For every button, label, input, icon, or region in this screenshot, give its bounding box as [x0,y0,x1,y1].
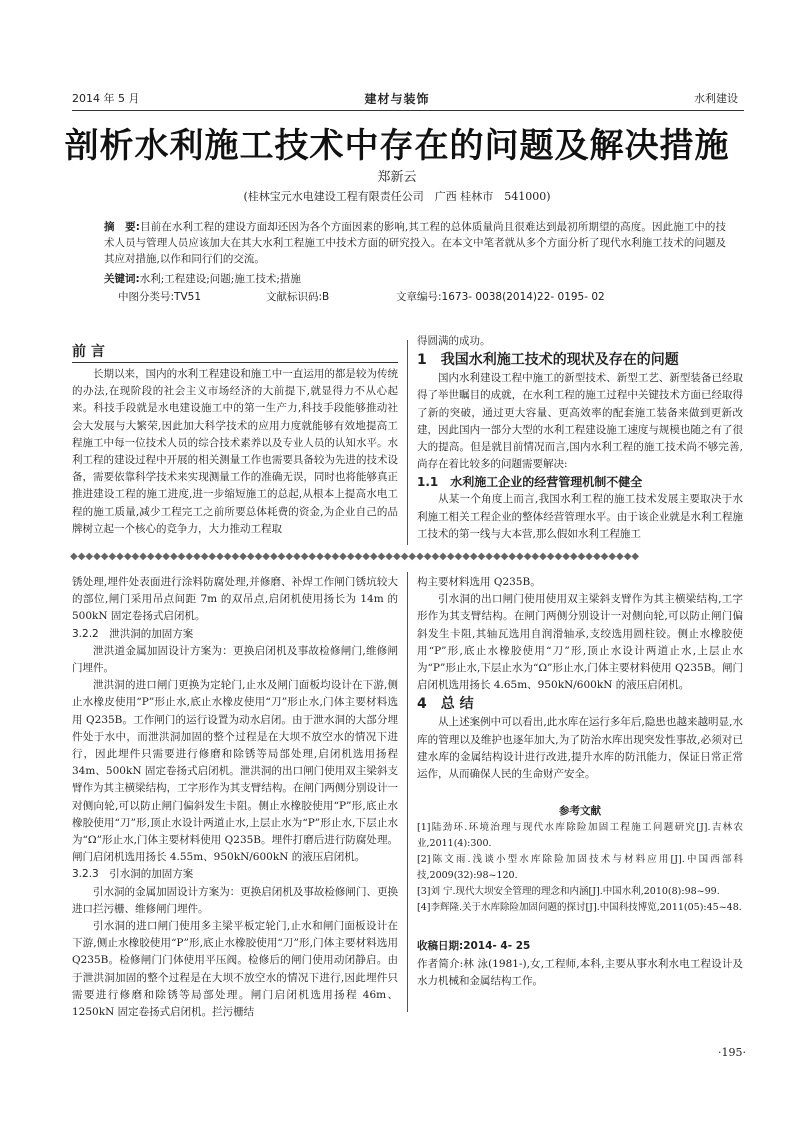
abstract [104,219,726,267]
references-heading: 参考文献 [559,805,601,818]
header-rule [72,110,744,111]
column-divider-bottom [407,572,408,1012]
exit-gate-paragraph: 引水洞的出口闸门使用使用双主梁斜支臂作为其主横梁结构,工字形作为其支臂结构。在闸门两侧分别设计一对侧向轮,可以防止闸门偏斜发生卡阻,其轴瓦选用自润滑轴承,支绞选用圆柱铰。侧止水橡胶使用“P”形,底止水橡胶使用“刀”形,顶止水设计两道止水,上层止水为“P”形止水,下层止水为“Ω”形止水,门体主要材料使用 Q235B。闸门启闭机选用扬长 4.65m、950kN/600kN 的液压启闭机。 [417,593,743,692]
top-right-column [417,333,743,543]
header-journal-name: 建材与装饰 [364,92,430,106]
section-1-heading: 1 我国水利施工技术的现状及存在的问题 [417,352,679,369]
keywords-text: 水利;工程建设;问题;施工技术;措施 [139,273,301,285]
clc-number: 中图分类号:TV51 [118,291,201,303]
article-author: 郑新云 [377,170,417,185]
abstract-text: 目前在水利工程的建设方面却还因为各个方面因素的影响,其工程的总体质量尚且很难达到最初所期望的高度。因此施工中的技术人员与管理人员应该加大在其大水利工程施工中技术方面的研究投入。在本文中笔者就从多个方面分析了现代水利施工技术的问题及其应对措施,以作和同行们的交流。 [104,221,726,265]
reference-item: [2]陈文雨.浅谈小型水库除险加固技术与材料应用[J].中国西部科技,2009(32):98~120. [417,854,743,882]
intro-continuation: 得圆满的成功。 [417,335,491,347]
top-left-column [72,342,398,538]
section-4-heading: 4 总 结 [417,696,474,713]
article-number: 文章编号:1673- 0038(2014)22- 0195- 02 [396,291,605,303]
bottom-left-column [72,574,398,1021]
header-date: 2014 年 5 月 [72,92,140,105]
section-3-2-3-heading: 3.2.3 引水洞的加固方案 [72,868,194,881]
continued-paragraph-right: 构主要材料选用 Q235B。 [417,576,541,588]
classification-line [104,289,726,305]
intro-heading: 前 言 [72,342,398,363]
section-3-2-2-paragraph-1: 泄洪道金属加固设计方案为：更换启闭机及事故检修闸门,维修闸门埋件。 [72,644,398,675]
abstract-label: 摘 要: [104,221,140,233]
intro-paragraph: 长期以来，国内的水利工程建设和施工中一直运用的都是较为传统的办法,在现阶段的社会主义市场经济的大前提下,就显得力不从心起来。科技手段就是水电建设施工中的第一生产力,科技手段能够推动社会大发展与大繁荣,因此加大科学技术的应用力度就能够有效地提高工程施工中每一位技术人员的综合技术素养以及专业人员的认知水平。水利工程的建设过程中开展的相关测量工作也需要具备较为先进的技术设备，需要依靠科学技术来实现测量工作的准确无误，同时也将能够真正推进建设工程的施工进度,进一步缩短施工的总起,从根本上提高水电工程的施工质量,减少工程完工之前所要总体耗费的资金,为企业自己的品牌树立起一个核心的竞争力，大力推动工程取 [72,368,398,535]
conclusion-paragraph: 从上述案例中可以看出,此水库在运行多年后,隐患也越来越明显,水库的管理以及维护也逐年加大,为了防治水库出现突发性事故,必须对已建水库的金属结构设计进行改进,提升水库的防汛能力，保证日常正常运作，从而确保人民的生命财产安全。 [417,716,743,781]
bottom-right-column [417,574,743,990]
keywords-label: 关键词: [104,273,140,285]
section-1-paragraph: 国内水利建设工程中施工的新型技术、新型工艺、新型装备已经取得了举世瞩目的成就，在水利工程的施工过程中关键技术方面已经取得了新的突破，通过更大容量、更高效率的配套施工装备来做到更新改建，因此国内一部分大型的水利工程建设施工速度与规模也随之有了很大的提高。但是就目前情况而言,国内水利工程的施工技术尚不够完善,尚存在着比较多的问题需要解决: [417,372,743,471]
author-bio: 作者简介:林 泳(1981-),女,工程师,本科,主要从事水利水电工程设计及水力机械和金属结构工作。 [417,957,743,987]
continued-paragraph: 锈处理,埋件处表面进行涂料防腐处理,并修磨、补焊工作闸门锈坑较大的部位,闸门采用吊点间距 7m 的双吊点,启闭机使用扬长为 14m 的 500kN 固定卷扬式启闭机。 [72,576,398,623]
reference-item: [4]李辉隆.关于水库除险加固问题的探讨[J].中国科技博览,2011(05):45~48. [417,902,742,914]
section-3-2-2-paragraph-2: 泄洪洞的进口闸门更换为定轮门,止水及闸门面板均设计在下游,侧止水橡皮使用“P”形止水,底止水橡皮使用“刀”形止水,门体主要材料选用 Q235B。工作闸门的运行设置为动水启闭。由于泄水洞的大部分埋件处于水中，而泄洪洞加固的整个过程是在大坝不放空水的情况下进行，因此埋件只需要进行修磨和除锈等局部处理,启闭机选用扬程 34m、500kN 固定卷扬式启闭机。泄洪洞的出口闸门使用双主梁斜支臂作为其主横梁结构，工字形作为其支臂结构。在闸门两侧分别设计一对侧向轮,可以防止闸门偏斜发生卡阻。侧止水橡胶使用“P”形,底止水橡胶使用“刀”形,顶止水设计两道止水,上层止水为“P”形止水,下层止水为“Ω”形止水,门体主要材料使用 Q235B。埋件打磨后进行防腐处理。闸门启闭机选用扬长 4.55m、950kN/600kN 的液压启闭机。 [72,679,398,864]
page-divider-ornament: ◆◆◆◆◆◆◆◆◆◆◆◆◆◆◆◆◆◆◆◆◆◆◆◆◆◆◆◆◆◆◆◆◆◆◆◆◆◆◆◆◆◆◆◆◆◆◆◆◆◆◆◆◆◆◆◆◆◆◆◆◆◆◆◆◆◆◆◆◆◆◆◆◆◆ [70,551,640,562]
header-section: 水利建设 [694,92,738,105]
reference-item: [3]刘 宁.现代大坝安全管理的理念和内涵[J].中国水利,2010(8):98~99. [417,886,720,898]
column-divider [407,340,408,545]
section-3-2-3-paragraph-1: 引水洞的金属加固设计方案为：更换启闭机及事故检修闸门、更换进口拦污栅、维修闸门埋件。 [72,885,398,915]
reference-item: [1]陆劲环.环境治理与现代水库除险加固工程施工问题研究[J].吉林农业,2011(4):300. [417,822,743,850]
document-code: 文献标识码:B [266,291,330,303]
keywords [104,271,726,287]
section-3-2-2-heading: 3.2.2 泄洪洞的加固方案 [72,627,194,640]
section-1-1-heading: 1.1 水利施工企业的经营管理机制不健全 [417,475,643,490]
article-title: 剖析水利施工技术中存在的问题及解决措施 [64,126,730,166]
received-date: 收稿日期:2014- 4- 25 [417,940,531,953]
section-1-1-paragraph: 从某一个角度上而言,我国水利工程的施工技术发展主要取决于水利施工相关工程企业的整体经营管理水平。由于该企业就是水利工程施工技术的第一线与大本营,那么假如水利工程施工 [417,493,743,540]
section-3-2-3-paragraph-2: 引水洞的进口闸门使用多主梁平板定轮门,止水和闸门面板设计在下游,侧止水橡胶使用“P”形,底止水橡胶使用“刀”形,门体主要材料选用 Q235B。检修闸门门体使用平压阀。检修后的闸门使用动闭静启。由于泄洪洞加固的整个过程是在大坝不放空水的情况下进行,因此埋件只需要进行修磨和除锈等局部处理。闸门启闭机选用扬程 46m、1250kN 固定卷扬式启闭机。拦污栅结 [72,920,398,1019]
article-affiliation: (桂林宝元水电建设工程有限责任公司 广西 桂林市 541000) [243,190,551,203]
page-number: ·195· [718,1046,746,1059]
